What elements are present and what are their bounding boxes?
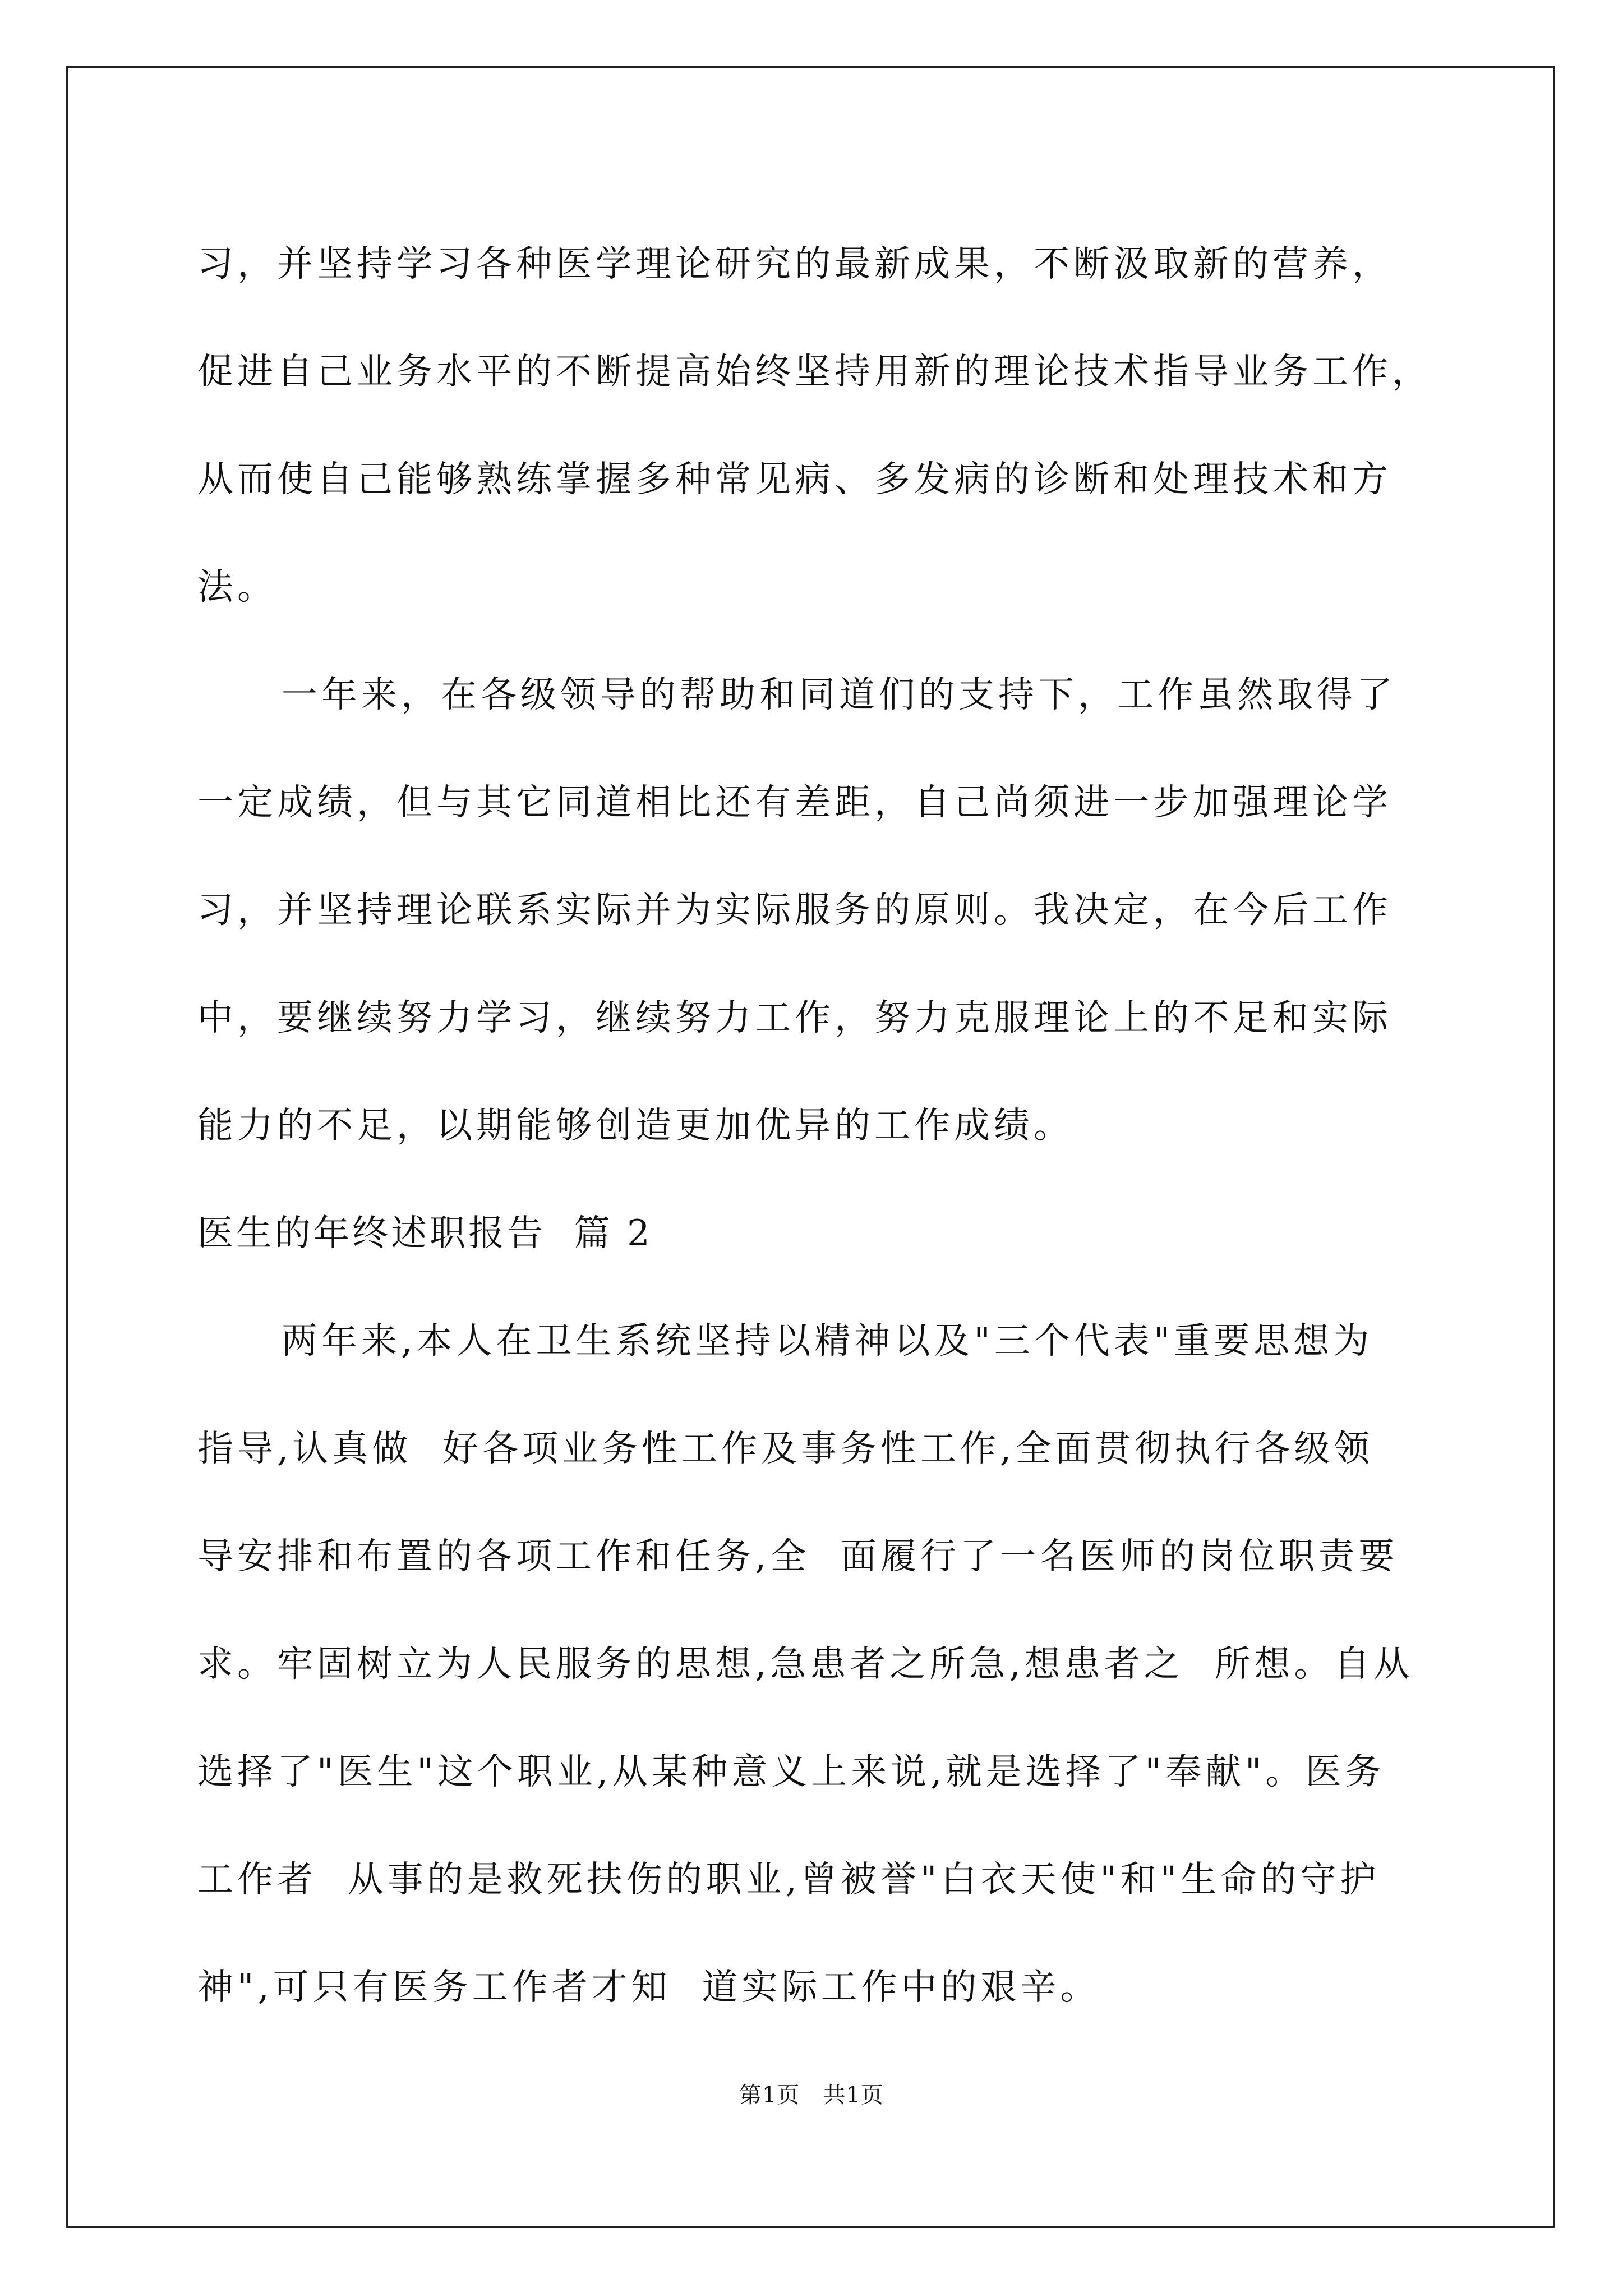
text-line: 习，并坚持学习各种医学理论研究的最新成果，不断汲取新的营养， [197,243,1392,285]
text-line: 从而使自己能够熟练掌握多种常见病、多发病的诊断和处理技术和方 [197,459,1392,500]
text-line: 两年来,本人在卫生系统坚持以精神以及"三个代表"重要思想为 [282,1320,1373,1362]
text-line: 指导,认真做 好各项业务性工作及事务性工作,全面贯彻执行各级领 [197,1428,1374,1470]
text-line: 中，要继续努力学习，继续努力工作，努力克服理论上的不足和实际 [197,997,1392,1039]
document-body [197,210,1454,2041]
text-line: 法。 [197,567,277,608]
text-line: 一定成绩，但与其它同道相比还有差距，自己尚须进一步加强理论学 [197,782,1392,823]
paragraph-continuation [197,210,1454,641]
paragraph-summary [197,641,1454,1180]
section-heading: 医生的年终述职报告 篇 2 [197,1213,653,1254]
text-line: 工作者 从事的是救死扶伤的职业,曾被誉"白衣天使"和"生命的守护 [197,1859,1380,1901]
page-number-footer: 第1页 共1页 [739,2082,884,2108]
text-line: 选择了"医生"这个职业,从某种意义上来说,就是选择了"奉献"。医务 [197,1751,1385,1793]
text-line: 习，并坚持理论联系实际并为实际服务的原则。我决定，在今后工作 [197,890,1392,931]
text-line: 促进自己业务水平的不断提高始终坚持用新的理论技术指导业务工作， [197,351,1432,393]
text-line: 导安排和布置的各项工作和任务,全 面履行了一名医师的岗位职责要 [197,1536,1399,1577]
text-line: 一年来，在各级领导的帮助和同道们的支持下，工作虽然取得了 [282,674,1396,716]
text-line: 能力的不足，以期能够创造更加优异的工作成绩。 [197,1105,1073,1147]
text-line: 神",可只有医务工作者才知 道实际工作中的艰辛。 [197,1967,1100,2008]
text-line: 求。牢固树立为人民服务的思想,急患者之所急,想患者之 所想。自从 [197,1644,1414,1685]
paragraph-report-2 [197,1287,1454,2041]
